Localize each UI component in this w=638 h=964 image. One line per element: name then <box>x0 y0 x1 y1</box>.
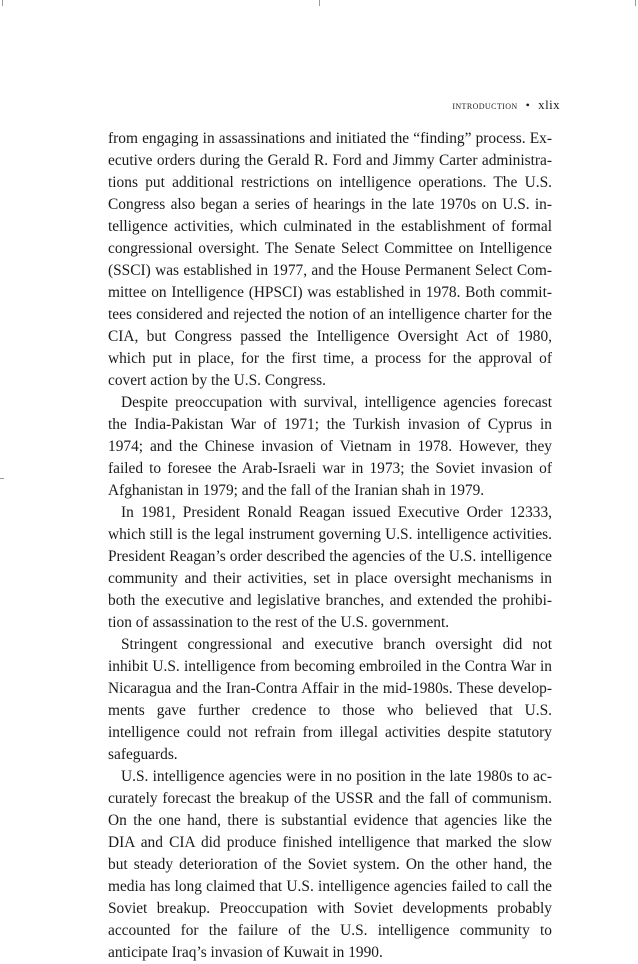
crop-mark-top-left <box>2 0 3 6</box>
paragraph-2: Despite preoccupation with survival, intelligence agencies forecast the India-Pakistan War of 1971; the Turkish invasion of Cyprus in 1974; and the Chinese invasion of Vietnam in 1978. However, they failed to foresee the Arab-Israeli war in 1973; the Soviet invasion of Afghanistan in 1979; and the fall of the Iranian shah in 1979. <box>108 394 552 499</box>
paragraph-4: Stringent congressional and executive branch oversight did not inhibit U.S. intelligence from becoming embroiled in the Contra War in Nicaragua and the Iran-Contra Affair in the mid-1980s. These developments gave further credence to those who believed that U.S. intelligence could not refrain from illegal activities despite statutory safeguards. <box>108 636 552 763</box>
crop-mark-left-middle <box>0 478 4 479</box>
body-text <box>108 128 552 964</box>
running-head-section: introduction <box>452 98 518 112</box>
paragraph-5: U.S. intelligence agencies were in no position in the late 1980s to accurately forecast the breakup of the USSR and the fall of communism. On the one hand, there is substantial evidence that agencies like the DIA and CIA did produce finished intelligence that marked the slow but steady deterioration of the Soviet system. On the other hand, the media has long claimed that U.S. intelligence agencies failed to call the Soviet breakup. Preoccupation with Soviet developments probably accounted for the failure of the U.S. intelligence community to anticipate Iraq’s invasion of Kuwait in 1990. <box>108 768 552 961</box>
crop-mark-top-right <box>635 0 636 6</box>
crop-mark-top-center <box>319 0 320 6</box>
running-head <box>452 97 560 113</box>
page-number: xlix <box>538 97 560 112</box>
paragraph-1: from engaging in assassinations and initiated the “finding” process. Executive orders during the Gerald R. Ford and Jimmy Carter administrations put additional restrictions on intelligence operations. The U.S. Congress also began a series of hearings in the late 1970s on U.S. intelligence activities, which culminated in the establishment of formal congressional oversight. The Senate Select Committee on Intelligence (SSCI) was established in 1977, and the House Permanent Select Committee on Intelligence (HPSCI) was established in 1978. Both committees considered and rejected the notion of an intelligence charter for the CIA, but Congress passed the Intelligence Oversight Act of 1980, which put in place, for the first time, a process for the approval of covert action by the U.S. Congress. <box>108 130 552 389</box>
running-head-bullet: • <box>525 98 531 112</box>
paragraph-3: In 1981, President Ronald Reagan issued Executive Order 12333, which still is the legal instrument governing U.S. intelligence activities. President Reagan’s order described the agencies of the U.S. intelligence community and their activities, set in place oversight mechanisms in both the executive and legislative branches, and extended the prohibition of assassination to the rest of the U.S. government. <box>108 504 552 631</box>
